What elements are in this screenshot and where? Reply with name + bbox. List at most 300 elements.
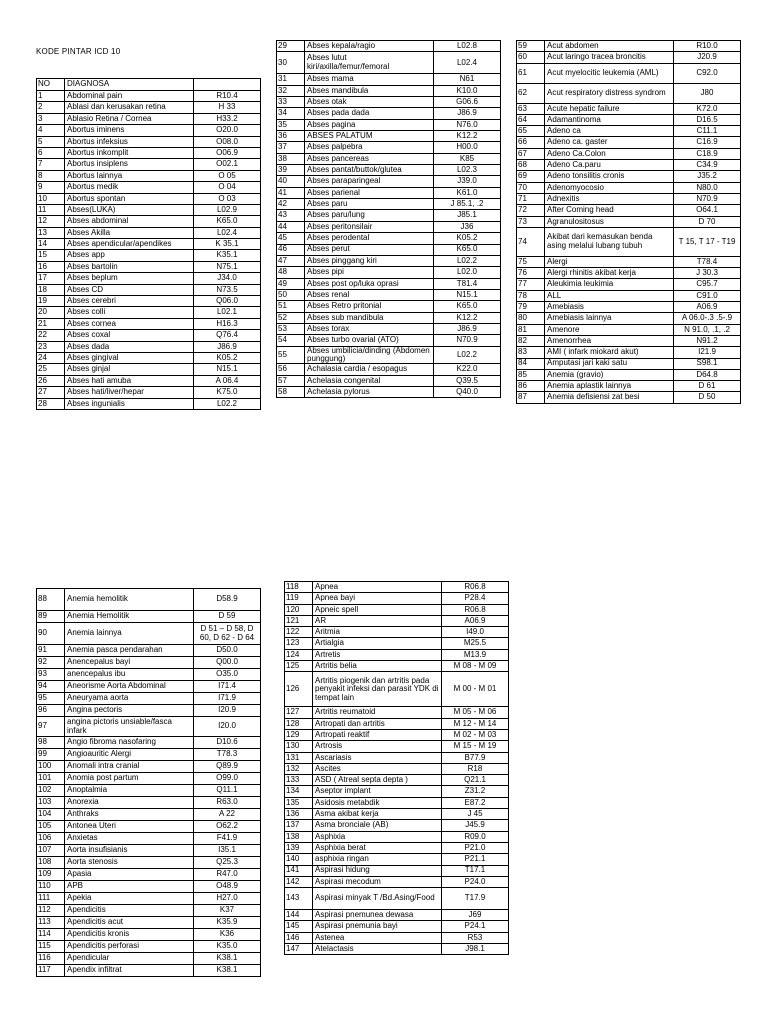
diagnosis-name: Abses paru — [305, 199, 434, 210]
diagnosis-name: Abortus iminens — [65, 125, 194, 136]
table-row — [277, 346, 501, 364]
row-number: 80 — [517, 313, 545, 324]
table-row — [37, 330, 261, 341]
icd-table-1 — [36, 78, 261, 410]
diagnosis-name: Abses pada dada — [305, 108, 434, 119]
icd-code: J69 — [442, 910, 509, 921]
row-number: 70 — [517, 182, 545, 193]
table-row — [517, 41, 741, 52]
diagnosis-name: Abses pipi — [305, 267, 434, 278]
table-row — [277, 244, 501, 255]
icd-code: K05.2 — [194, 352, 261, 363]
table-row — [37, 318, 261, 329]
header-code — [194, 79, 261, 91]
table-row — [37, 657, 261, 669]
table-row — [285, 661, 509, 672]
table-row — [277, 364, 501, 375]
diagnosis-name: Abses dada — [65, 341, 194, 352]
icd-code: J36 — [434, 221, 501, 232]
row-number: 41 — [277, 187, 305, 198]
table-row — [37, 705, 261, 717]
row-number: 111 — [37, 893, 65, 905]
icd-code: A06.9 — [674, 302, 741, 313]
row-number: 97 — [37, 717, 65, 737]
table-row — [285, 854, 509, 865]
row-number: 39 — [277, 165, 305, 176]
table-row — [277, 323, 501, 334]
icd-code: P21.0 — [442, 842, 509, 853]
diagnosis-name: Abses Akilla — [65, 227, 194, 238]
icd-code: N70.9 — [434, 335, 501, 346]
table-row — [517, 256, 741, 267]
icd-code: J45.9 — [442, 820, 509, 831]
row-number: 87 — [517, 392, 545, 403]
diagnosis-name: Aspirasi hidung — [313, 865, 442, 876]
row-number: 21 — [37, 318, 65, 329]
row-number: 89 — [37, 611, 65, 623]
diagnosis-name: AMI ( infark miokard akut) — [545, 347, 674, 358]
diagnosis-name: Abortus spontan — [65, 193, 194, 204]
diagnosis-name: Abortus insiplens — [65, 159, 194, 170]
table-row — [37, 352, 261, 363]
table-row — [285, 865, 509, 876]
row-number: 11 — [37, 204, 65, 215]
diagnosis-name: Aorta stenosis — [65, 857, 194, 869]
diagnosis-name: Angina pectoris — [65, 705, 194, 717]
icd-code: M13.9 — [442, 649, 509, 660]
row-number: 110 — [37, 881, 65, 893]
table-row — [277, 199, 501, 210]
row-number: 125 — [285, 661, 313, 672]
table-row — [277, 289, 501, 300]
icd-code: N70.9 — [674, 193, 741, 204]
icd-code: I20.0 — [194, 717, 261, 737]
row-number: 142 — [285, 876, 313, 887]
row-number: 101 — [37, 773, 65, 785]
row-number: 102 — [37, 785, 65, 797]
diagnosis-name: Adeno ca. gaster — [545, 137, 674, 148]
icd-code: K72.0 — [674, 103, 741, 114]
table-row — [517, 148, 741, 159]
table-row — [37, 773, 261, 785]
diagnosis-name: Adnexitis — [545, 193, 674, 204]
table-row — [517, 335, 741, 346]
icd-code: Q89.9 — [194, 761, 261, 773]
table-row — [277, 312, 501, 323]
diagnosis-name: Abses pinggang kiri — [305, 255, 434, 266]
diagnosis-name: Asma akibat kerja — [313, 809, 442, 820]
diagnosis-name: Acut laringo tracea broncitis — [545, 52, 674, 63]
icd-code: K12.2 — [434, 131, 501, 142]
diagnosis-name: Asidosis metabdik — [313, 797, 442, 808]
icd-code: H16.3 — [194, 318, 261, 329]
icd-code: J39.0 — [434, 176, 501, 187]
table-row — [37, 296, 261, 307]
diagnosis-name: Abses app — [65, 250, 194, 261]
row-number: 138 — [285, 831, 313, 842]
icd-code: O02.1 — [194, 159, 261, 170]
icd-code: K75.0 — [194, 387, 261, 398]
diagnosis-name: Acut myelocitic leukemia (AML) — [545, 63, 674, 83]
diagnosis-name: Anemia aplastik lainnya — [545, 381, 674, 392]
row-number: 57 — [277, 375, 305, 386]
diagnosis-name: Anorexia — [65, 797, 194, 809]
icd-code: K65.0 — [434, 301, 501, 312]
icd-code: A 06.4 — [194, 375, 261, 386]
diagnosis-name: Acut abdomen — [545, 41, 674, 52]
table-row — [517, 160, 741, 171]
icd-code: R06.8 — [442, 582, 509, 593]
table-row — [37, 737, 261, 749]
diagnosis-name: Abses perodental — [305, 233, 434, 244]
icd-code: E87.2 — [442, 797, 509, 808]
icd-code: T81.4 — [434, 278, 501, 289]
diagnosis-name: Angioauritic Alergi — [65, 749, 194, 761]
icd-code: D 70 — [674, 216, 741, 227]
table-row — [37, 761, 261, 773]
table-row — [277, 233, 501, 244]
diagnosis-name: Abses turbo ovarial (ATO) — [305, 335, 434, 346]
row-number: 95 — [37, 693, 65, 705]
icd-code: T17.1 — [442, 865, 509, 876]
row-number: 103 — [37, 797, 65, 809]
row-number: 22 — [37, 330, 65, 341]
icd-code: J86.9 — [434, 323, 501, 334]
diagnosis-name: Amputasi jari kaki satu — [545, 358, 674, 369]
icd-code: K36 — [194, 929, 261, 941]
icd-code: C11.1 — [674, 126, 741, 137]
row-number: 15 — [37, 250, 65, 261]
icd-code: L02.2 — [194, 398, 261, 409]
row-number: 86 — [517, 381, 545, 392]
icd-code: Z31.2 — [442, 786, 509, 797]
icd-code: Q25.3 — [194, 857, 261, 869]
diagnosis-name: Aspirasi minyak T /Bd.Asing/Food — [313, 888, 442, 910]
table-row — [277, 187, 501, 198]
icd-code: J20.9 — [674, 52, 741, 63]
table-row — [277, 97, 501, 108]
icd-code: K35.0 — [194, 941, 261, 953]
icd-code: C91.0 — [674, 290, 741, 301]
icd-code: R47.0 — [194, 869, 261, 881]
row-number: 88 — [37, 589, 65, 611]
icd-code: A 06.0-.3 .5-.9 — [674, 313, 741, 324]
diagnosis-name: Abortus infeksius — [65, 136, 194, 147]
row-number: 118 — [285, 582, 313, 593]
row-number: 67 — [517, 148, 545, 159]
table-row — [37, 307, 261, 318]
row-number: 104 — [37, 809, 65, 821]
row-number: 60 — [517, 52, 545, 63]
row-number: 140 — [285, 854, 313, 865]
table-row — [285, 615, 509, 626]
row-number: 99 — [37, 749, 65, 761]
diagnosis-name: Abses(LUKA) — [65, 204, 194, 215]
diagnosis-name: Apendicitis kronis — [65, 929, 194, 941]
diagnosis-name: Abses hati/liver/hepar — [65, 387, 194, 398]
table-row — [285, 729, 509, 740]
table-row — [277, 41, 501, 52]
row-number: 94 — [37, 681, 65, 693]
diagnosis-name: Abses hati amuba — [65, 375, 194, 386]
icd-code: R63.0 — [194, 797, 261, 809]
row-number: 105 — [37, 821, 65, 833]
row-number: 5 — [37, 136, 65, 147]
row-number: 79 — [517, 302, 545, 313]
row-number: 134 — [285, 786, 313, 797]
row-number: 20 — [37, 307, 65, 318]
table-row — [517, 63, 741, 83]
table-row — [285, 921, 509, 932]
table-row — [285, 638, 509, 649]
table-row — [37, 227, 261, 238]
row-number: 37 — [277, 142, 305, 153]
icd-code: N76.0 — [434, 119, 501, 130]
icd-code: I21.9 — [674, 347, 741, 358]
diagnosis-name: Amenorrhea — [545, 335, 674, 346]
icd-code: K37 — [194, 905, 261, 917]
row-number: 28 — [37, 398, 65, 409]
diagnosis-name: Abses ginjal — [65, 364, 194, 375]
diagnosis-name: Abses torax — [305, 323, 434, 334]
row-number: 9 — [37, 182, 65, 193]
icd-code: K12.2 — [434, 312, 501, 323]
diagnosis-name: Apendicitis acut — [65, 917, 194, 929]
icd-code: K05.2 — [434, 233, 501, 244]
icd-code: L02.8 — [434, 41, 501, 52]
diagnosis-name: Abses paru/lung — [305, 210, 434, 221]
table-row — [517, 369, 741, 380]
table-row — [277, 142, 501, 153]
table-row — [517, 392, 741, 403]
icd-code: I71.9 — [194, 693, 261, 705]
table-row — [277, 375, 501, 386]
table-row — [277, 267, 501, 278]
row-number: 42 — [277, 199, 305, 210]
diagnosis-name: Abses pagina — [305, 119, 434, 130]
table-row — [37, 669, 261, 681]
icd-code: N73.5 — [194, 284, 261, 295]
table-row — [37, 845, 261, 857]
table-row — [285, 797, 509, 808]
row-number: 63 — [517, 103, 545, 114]
diagnosis-name: Anemia hemolitik — [65, 589, 194, 611]
table-row — [37, 193, 261, 204]
diagnosis-name: Amebiasis — [545, 302, 674, 313]
row-number: 116 — [37, 953, 65, 965]
table-row — [517, 279, 741, 290]
row-number: 3 — [37, 113, 65, 124]
row-number: 2 — [37, 102, 65, 113]
icd-code: T78.3 — [194, 749, 261, 761]
icd-code: L02.2 — [434, 346, 501, 364]
row-number: 81 — [517, 324, 545, 335]
diagnosis-name: Abdominal pain — [65, 91, 194, 102]
icd-code: J34.0 — [194, 273, 261, 284]
row-number: 53 — [277, 323, 305, 334]
table-row — [285, 775, 509, 786]
diagnosis-name: Apendicitis — [65, 905, 194, 917]
table-row — [285, 649, 509, 660]
icd-code: H33.2 — [194, 113, 261, 124]
document-title: KODE PINTAR ICD 10 — [36, 47, 121, 56]
diagnosis-name: Asphixia berat — [313, 842, 442, 853]
table-row — [517, 313, 741, 324]
row-number: 56 — [277, 364, 305, 375]
row-number: 143 — [285, 888, 313, 910]
icd-code: Q40.0 — [434, 387, 501, 398]
icd-code: Q21.1 — [442, 775, 509, 786]
diagnosis-name: Anemia lainnya — [65, 623, 194, 645]
row-number: 19 — [37, 296, 65, 307]
table-row — [517, 381, 741, 392]
diagnosis-name: Aritmia — [313, 627, 442, 638]
diagnosis-name: Abses otak — [305, 97, 434, 108]
icd-code: D 59 — [194, 611, 261, 623]
icd-code: M 05 - M 06 — [442, 707, 509, 718]
table-row — [37, 589, 261, 611]
row-number: 141 — [285, 865, 313, 876]
row-number: 123 — [285, 638, 313, 649]
icd-code: D 61 — [674, 381, 741, 392]
diagnosis-name: Abses sub mandibula — [305, 312, 434, 323]
icd-code: Q11.1 — [194, 785, 261, 797]
icd-code: Q00.0 — [194, 657, 261, 669]
icd-code: T 15, T 17 - T19 — [674, 227, 741, 256]
table-row — [37, 159, 261, 170]
icd-code: C92.0 — [674, 63, 741, 83]
table-row — [277, 108, 501, 119]
table-row — [277, 165, 501, 176]
diagnosis-name: Abses lutut kiri/axilla/femur/femoral — [305, 52, 434, 74]
icd-code: M 08 - M 09 — [442, 661, 509, 672]
row-number: 52 — [277, 312, 305, 323]
table-row — [277, 301, 501, 312]
row-number: 82 — [517, 335, 545, 346]
icd-code: O64.1 — [674, 205, 741, 216]
icd-code: J98.1 — [442, 944, 509, 955]
diagnosis-name: Artritis belia — [313, 661, 442, 672]
row-number: 117 — [37, 965, 65, 977]
table-row — [277, 335, 501, 346]
diagnosis-name: Abses cerebri — [65, 296, 194, 307]
table-row — [37, 91, 261, 102]
row-number: 24 — [37, 352, 65, 363]
table-row — [285, 888, 509, 910]
icd-code: N 91.0, .1, .2 — [674, 324, 741, 335]
row-number: 74 — [517, 227, 545, 256]
row-number: 12 — [37, 216, 65, 227]
icd-code: O06.9 — [194, 147, 261, 158]
icd-code: J85.1 — [434, 210, 501, 221]
icd-code: I35.1 — [194, 845, 261, 857]
diagnosis-name: Adenomyocosio — [545, 182, 674, 193]
icd-code: J 45 — [442, 809, 509, 820]
icd-code: O08.0 — [194, 136, 261, 147]
diagnosis-name: Apekia — [65, 893, 194, 905]
diagnosis-name: Adeno ca — [545, 126, 674, 137]
table-row — [37, 375, 261, 386]
diagnosis-name: Adeno tonsilitis cronis — [545, 171, 674, 182]
table-row — [285, 741, 509, 752]
icd-code: R18 — [442, 763, 509, 774]
icd-code: C16.9 — [674, 137, 741, 148]
diagnosis-name: Abortus inkomplit — [65, 147, 194, 158]
diagnosis-name: Asma bronciale (AB) — [313, 820, 442, 831]
table-row — [285, 604, 509, 615]
table-row — [37, 341, 261, 352]
row-number: 114 — [37, 929, 65, 941]
row-number: 66 — [517, 137, 545, 148]
icd-code: N15.1 — [194, 364, 261, 375]
diagnosis-name: Apnea — [313, 582, 442, 593]
table-row — [517, 268, 741, 279]
icd-code: K35.9 — [194, 917, 261, 929]
table-row — [277, 119, 501, 130]
table-row — [37, 797, 261, 809]
icd-code: F41.9 — [194, 833, 261, 845]
table-row — [37, 261, 261, 272]
row-number: 98 — [37, 737, 65, 749]
row-number: 139 — [285, 842, 313, 853]
icd-code: H 33 — [194, 102, 261, 113]
icd-code: M 00 - M 01 — [442, 672, 509, 707]
diagnosis-name: Abortus medik — [65, 182, 194, 193]
row-number: 131 — [285, 752, 313, 763]
diagnosis-name: Aspirasi pnemunea dewasa — [313, 910, 442, 921]
row-number: 73 — [517, 216, 545, 227]
icd-code: N91.2 — [674, 335, 741, 346]
table-row — [285, 910, 509, 921]
diagnosis-name: Abses mama — [305, 74, 434, 85]
icd-table-5 — [284, 581, 509, 955]
diagnosis-name: Ascariasis — [313, 752, 442, 763]
diagnosis-name: Anxietas — [65, 833, 194, 845]
icd-code: D64.8 — [674, 369, 741, 380]
table-row — [285, 831, 509, 842]
row-number: 84 — [517, 358, 545, 369]
diagnosis-name: Artropati dan artritis — [313, 718, 442, 729]
diagnosis-name: Artrosis — [313, 741, 442, 752]
table-row — [277, 387, 501, 398]
table-row — [37, 905, 261, 917]
row-number: 6 — [37, 147, 65, 158]
diagnosis-name: Agranulositosus — [545, 216, 674, 227]
row-number: 25 — [37, 364, 65, 375]
row-number: 29 — [277, 41, 305, 52]
table-row — [277, 278, 501, 289]
row-number: 121 — [285, 615, 313, 626]
row-number: 7 — [37, 159, 65, 170]
icd-code: R10.0 — [674, 41, 741, 52]
row-number: 26 — [37, 375, 65, 386]
diagnosis-name: Anemia defisiensi zat besi — [545, 392, 674, 403]
row-number: 113 — [37, 917, 65, 929]
table-row — [517, 114, 741, 125]
row-number: 65 — [517, 126, 545, 137]
table-row — [517, 137, 741, 148]
table-row — [277, 131, 501, 142]
diagnosis-name: Artritis piogenik dan artritis pada penyakit infeksi dan parasit YDK di tempat lain — [313, 672, 442, 707]
diagnosis-name: Abses peritonsilair — [305, 221, 434, 232]
diagnosis-name: Aorta insufisianis — [65, 845, 194, 857]
table-row — [277, 74, 501, 85]
diagnosis-name: Aleukimia leukimia — [545, 279, 674, 290]
icd-code: J35.2 — [674, 171, 741, 182]
diagnosis-name: Acute hepatic failure — [545, 103, 674, 114]
icd-code: O62.2 — [194, 821, 261, 833]
icd-code: H00.0 — [434, 142, 501, 153]
